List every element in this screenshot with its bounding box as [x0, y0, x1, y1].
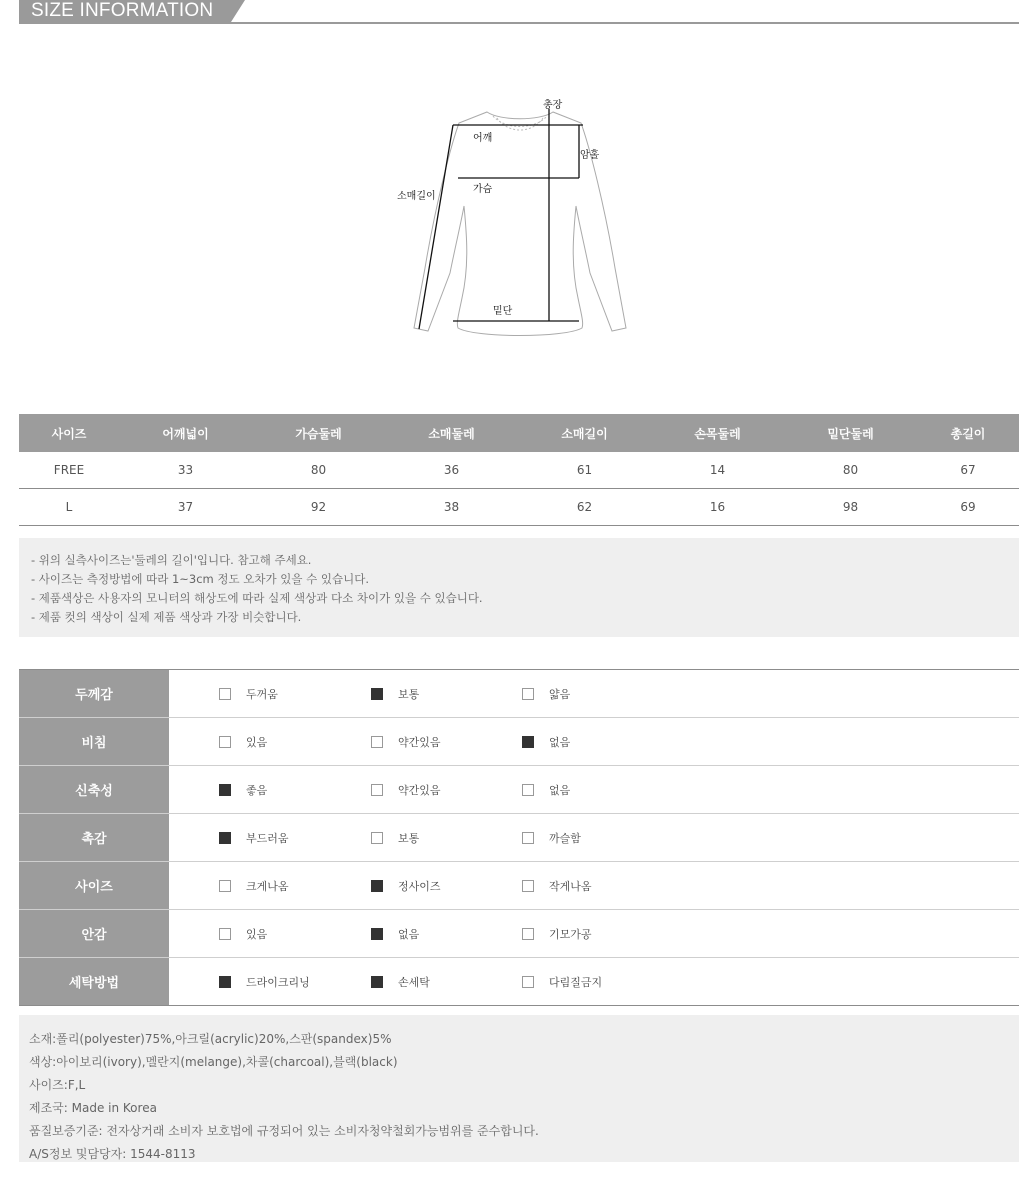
checked-box-icon	[371, 688, 383, 700]
header-size: 사이즈	[19, 414, 119, 452]
fabric-option	[219, 814, 289, 861]
cell-value: 62	[518, 489, 651, 526]
fabric-option-label: 부드러움	[246, 831, 289, 845]
fabric-option-label: 없음	[549, 783, 571, 797]
header-hem: 밑단둘레	[784, 414, 917, 452]
fabric-option-label: 있음	[246, 927, 268, 941]
label-sleeve-length: 소매길이	[397, 191, 436, 202]
fabric-option	[371, 766, 441, 813]
size-table-header	[19, 414, 1019, 452]
unchecked-box-icon	[522, 976, 534, 988]
label-shoulder: 어깨	[473, 133, 493, 144]
fabric-row-label: 안감	[19, 910, 169, 957]
fabric-option-label: 손세탁	[398, 975, 430, 989]
cell-value: 80	[784, 452, 917, 489]
fabric-option	[371, 670, 419, 717]
info-color: 색상:아이보리(ivory),멜란지(melange),차콜(charcoal),블랙(black)	[29, 1055, 398, 1069]
cell-value: 36	[385, 452, 518, 489]
fabric-option-label: 까슬함	[549, 831, 581, 845]
fabric-row-label: 사이즈	[19, 862, 169, 909]
fabric-option-label: 작게나옴	[549, 879, 592, 893]
checked-box-icon	[371, 928, 383, 940]
table-row	[19, 489, 1019, 526]
fabric-row	[19, 910, 1019, 958]
fabric-option	[219, 910, 267, 957]
fabric-option-label: 두꺼움	[246, 687, 278, 701]
cell-value: 16	[651, 489, 784, 526]
fabric-row-label: 비침	[19, 718, 169, 765]
garment-diagram	[390, 88, 650, 348]
fabric-row	[19, 814, 1019, 862]
header-sleeve-circumference: 소매둘레	[385, 414, 518, 452]
fabric-option	[522, 814, 581, 861]
unchecked-box-icon	[219, 880, 231, 892]
fabric-row	[19, 670, 1019, 718]
cell-value: 38	[385, 489, 518, 526]
header-shoulder-width: 어깨넓이	[119, 414, 252, 452]
fabric-option	[371, 718, 441, 765]
fabric-row-label: 두께감	[19, 670, 169, 717]
fabric-row-label: 촉감	[19, 814, 169, 861]
fabric-option	[522, 862, 592, 909]
product-info	[19, 1015, 1019, 1162]
note-line: - 위의 실측사이즈는'둘레의 길이'입니다. 참고해 주세요.	[31, 553, 312, 567]
cell-value: 14	[651, 452, 784, 489]
section-header	[19, 0, 1019, 24]
fabric-option	[522, 766, 570, 813]
fabric-option-label: 없음	[549, 735, 571, 749]
fabric-option	[371, 862, 441, 909]
checked-box-icon	[522, 736, 534, 748]
info-as-contact: A/S정보 및담당자: 1544-8113	[29, 1147, 196, 1161]
note-line: - 사이즈는 측정방법에 따라 1~3cm 정도 오차가 있을 수 있습니다.	[31, 572, 370, 586]
fabric-option-label: 다림질금지	[549, 975, 603, 989]
size-notes	[19, 538, 1019, 637]
fabric-row-label: 세탁방법	[19, 958, 169, 1005]
unchecked-box-icon	[219, 928, 231, 940]
header-wrist: 손목둘레	[651, 414, 784, 452]
info-size: 사이즈:F,L	[29, 1078, 86, 1092]
fabric-option-label: 정사이즈	[398, 879, 441, 893]
fabric-option	[219, 766, 267, 813]
checked-box-icon	[371, 976, 383, 988]
fabric-option	[522, 958, 602, 1005]
fabric-option	[522, 718, 570, 765]
fabric-option-label: 드라이크리닝	[246, 975, 310, 989]
unchecked-box-icon	[522, 688, 534, 700]
fabric-row-label: 신축성	[19, 766, 169, 813]
fabric-row	[19, 958, 1019, 1006]
fabric-option	[371, 814, 419, 861]
label-hem: 밑단	[493, 306, 513, 317]
unchecked-box-icon	[371, 736, 383, 748]
cell-value: 61	[518, 452, 651, 489]
fabric-option-label: 보통	[398, 687, 420, 701]
fabric-option-label: 없음	[398, 927, 420, 941]
cell-value: 80	[252, 452, 385, 489]
section-title: SIZE INFORMATION	[19, 0, 231, 22]
checked-box-icon	[219, 976, 231, 988]
unchecked-box-icon	[522, 928, 534, 940]
cell-value: 33	[119, 452, 252, 489]
fabric-option	[219, 718, 267, 765]
fabric-option-label: 기모가공	[549, 927, 592, 941]
fabric-option-label: 크게나옴	[246, 879, 289, 893]
label-chest: 가슴	[473, 184, 493, 195]
header-sleeve-length: 소매길이	[518, 414, 651, 452]
info-material: 소재:폴리(polyester)75%,아크릴(acrylic)20%,스판(spandex)5%	[29, 1032, 392, 1046]
sweater-illustration	[390, 88, 650, 348]
header-total-length: 총길이	[917, 414, 1019, 452]
cell-size: L	[19, 489, 119, 526]
fabric-option	[371, 958, 430, 1005]
fabric-option-label: 보통	[398, 831, 420, 845]
unchecked-box-icon	[522, 880, 534, 892]
cell-size: FREE	[19, 452, 119, 489]
section-tab-slant	[231, 0, 245, 22]
cell-value: 37	[119, 489, 252, 526]
fabric-option	[219, 958, 310, 1005]
size-table	[19, 414, 1019, 526]
cell-value: 69	[917, 489, 1019, 526]
fabric-option	[219, 862, 289, 909]
fabric-option-label: 좋음	[246, 783, 268, 797]
fabric-properties-table	[19, 669, 1019, 1006]
label-armhole: 암홀	[580, 150, 600, 161]
fabric-option-label: 얇음	[549, 687, 571, 701]
fabric-option-label: 약간있음	[398, 783, 441, 797]
fabric-option	[371, 910, 419, 957]
unchecked-box-icon	[371, 832, 383, 844]
section-divider	[19, 22, 1019, 24]
cell-value: 92	[252, 489, 385, 526]
info-origin: 제조국: Made in Korea	[29, 1101, 157, 1115]
unchecked-box-icon	[522, 784, 534, 796]
label-total-length: 총장	[543, 100, 563, 111]
checked-box-icon	[371, 880, 383, 892]
note-line: - 제품 컷의 색상이 실제 제품 색상과 가장 비슷합니다.	[31, 610, 302, 624]
note-line: - 제품색상은 사용자의 모니터의 해상도에 따라 실제 색상과 다소 차이가 있을 수 있습니다.	[31, 591, 483, 605]
unchecked-box-icon	[219, 736, 231, 748]
unchecked-box-icon	[522, 832, 534, 844]
fabric-option	[219, 670, 278, 717]
fabric-row	[19, 766, 1019, 814]
cell-value: 98	[784, 489, 917, 526]
checked-box-icon	[219, 832, 231, 844]
checked-box-icon	[219, 784, 231, 796]
header-chest: 가슴둘레	[252, 414, 385, 452]
fabric-option	[522, 670, 570, 717]
cell-value: 67	[917, 452, 1019, 489]
fabric-option	[522, 910, 592, 957]
table-row	[19, 452, 1019, 489]
unchecked-box-icon	[219, 688, 231, 700]
fabric-row	[19, 862, 1019, 910]
fabric-row	[19, 718, 1019, 766]
fabric-option-label: 있음	[246, 735, 268, 749]
fabric-option-label: 약간있음	[398, 735, 441, 749]
unchecked-box-icon	[371, 784, 383, 796]
info-warranty: 품질보증기준: 전자상거래 소비자 보호법에 규정되어 있는 소비자청약철회가능범위를 준수합니다.	[29, 1124, 539, 1138]
